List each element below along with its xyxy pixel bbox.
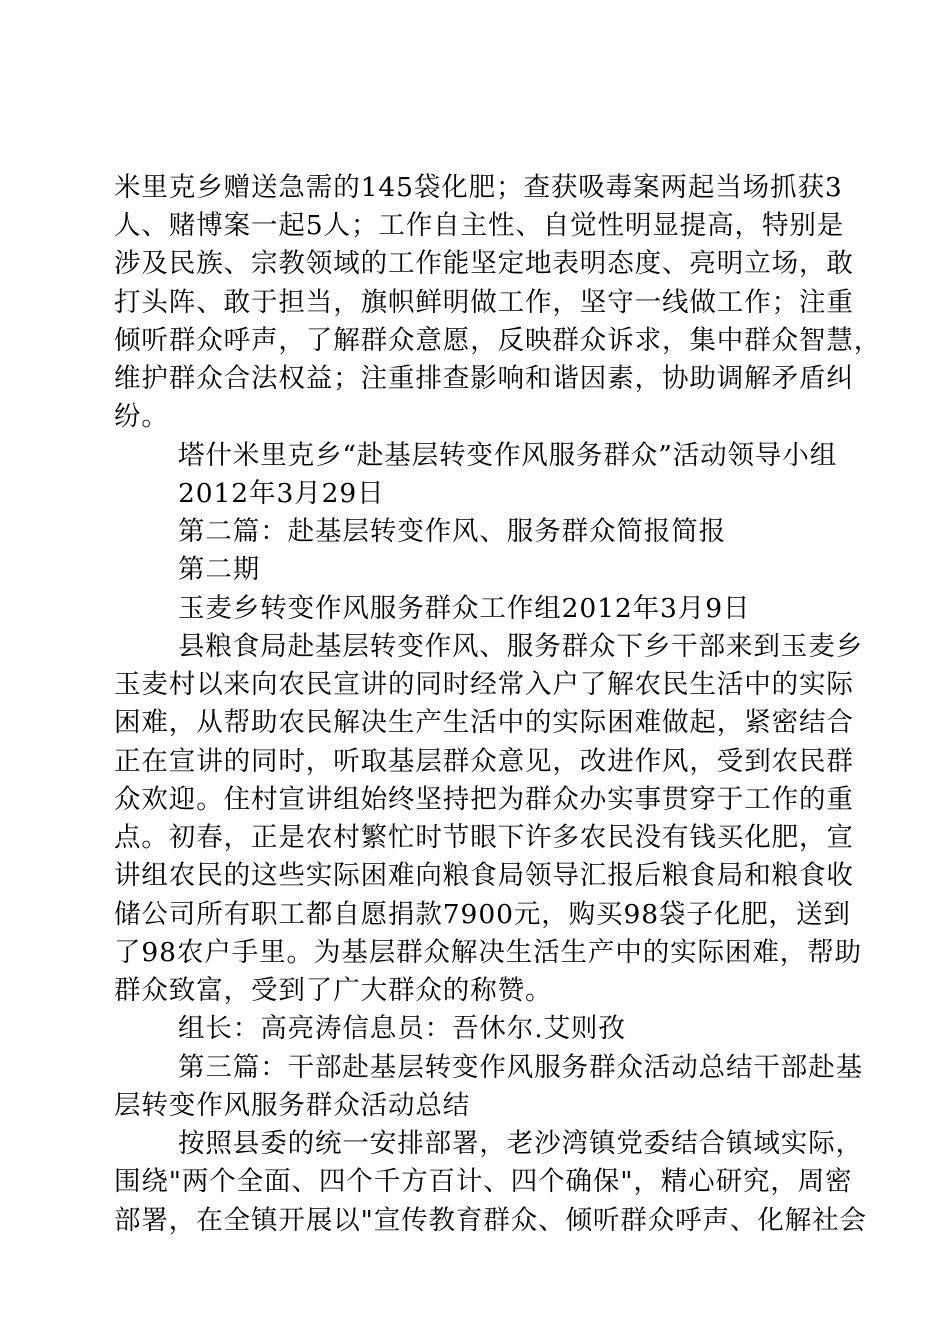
body-text-line: 讲组农民的这些实际困难向粮食局领导汇报后粮食局和粮食收	[114, 860, 854, 891]
body-text-line: 正在宣讲的同时，听取基层群众意见，改进作风，受到农民群	[114, 746, 854, 777]
body-text-line: 维护群众合法权益；注重排查影响和谐因素，协助调解矛盾纠	[114, 363, 854, 394]
body-text-line: 按照县委的统一安排部署，老沙湾镇党委结合镇域实际，	[178, 1128, 863, 1159]
issue-number: 第二期	[178, 554, 261, 585]
section-heading: 第三篇：干部赴基层转变作风服务群众活动总结干部赴基	[178, 1052, 863, 1083]
body-text-line: 点。初春，正是农村繁忙时节眼下许多农民没有钱买化肥，宣	[114, 822, 854, 853]
issue-byline: 玉麦乡转变作风服务群众工作组2012年3月9日	[178, 593, 751, 624]
body-text-line: 储公司所有职工都自愿捐款7900元，购买98袋子化肥，送到	[114, 899, 851, 930]
section-heading: 层转变作风服务群众活动总结	[114, 1090, 471, 1121]
signature-date: 2012年3月29日	[178, 478, 385, 509]
body-text-line: 众欢迎。住村宣讲组始终坚持把为群众办实事贯穿于工作的重	[114, 784, 854, 815]
body-text-line: 了98农户手里。为基层群众解决生活生产中的实际困难，帮助	[114, 937, 862, 968]
body-text-line: 县粮食局赴基层转变作风、服务群众下乡干部来到玉麦乡	[178, 631, 863, 662]
body-text-line: 打头阵、敢于担当，旗帜鲜明做工作，坚守一线做工作；注重	[114, 287, 854, 318]
body-text-line: 纷。	[114, 401, 169, 432]
body-text-line: 涉及民族、宗教领域的工作能坚定地表明态度、亮明立场，敢	[114, 248, 854, 279]
body-text-line: 米里克乡赠送急需的145袋化肥；查获吸毒案两起当场抓获3	[114, 172, 843, 203]
leader-info: 组长：高亮涛信息员：吾休尔.艾则孜	[178, 1013, 626, 1044]
body-text-line: 部署，在全镇开展以"宣传教育群众、倾听群众呼声、化解社会	[114, 1205, 867, 1236]
body-text-line: 困难，从帮助农民解决生产生活中的实际困难做起，紧密结合	[114, 707, 854, 738]
section-heading: 第二篇：赴基层转变作风、服务群众简报简报	[178, 516, 726, 547]
body-text-line: 群众致富，受到了广大群众的称赞。	[114, 975, 553, 1006]
body-text-line: 人、赌博案一起5人；工作自主性、自觉性明显提高，特别是	[114, 210, 845, 241]
body-text-line: 围绕"两个全面、四个千方百计、四个确保"，精心研究，周密	[114, 1166, 853, 1197]
body-text-line: 玉麦村以来向农民宣讲的同时经常入户了解农民生活中的实际	[114, 669, 854, 700]
body-text-line: 倾听群众呼声，了解群众意愿，反映群众诉求，集中群众智慧，	[114, 325, 882, 356]
signature-org: 塔什米里克乡“赴基层转变作风服务群众”活动领导小组	[178, 440, 838, 471]
